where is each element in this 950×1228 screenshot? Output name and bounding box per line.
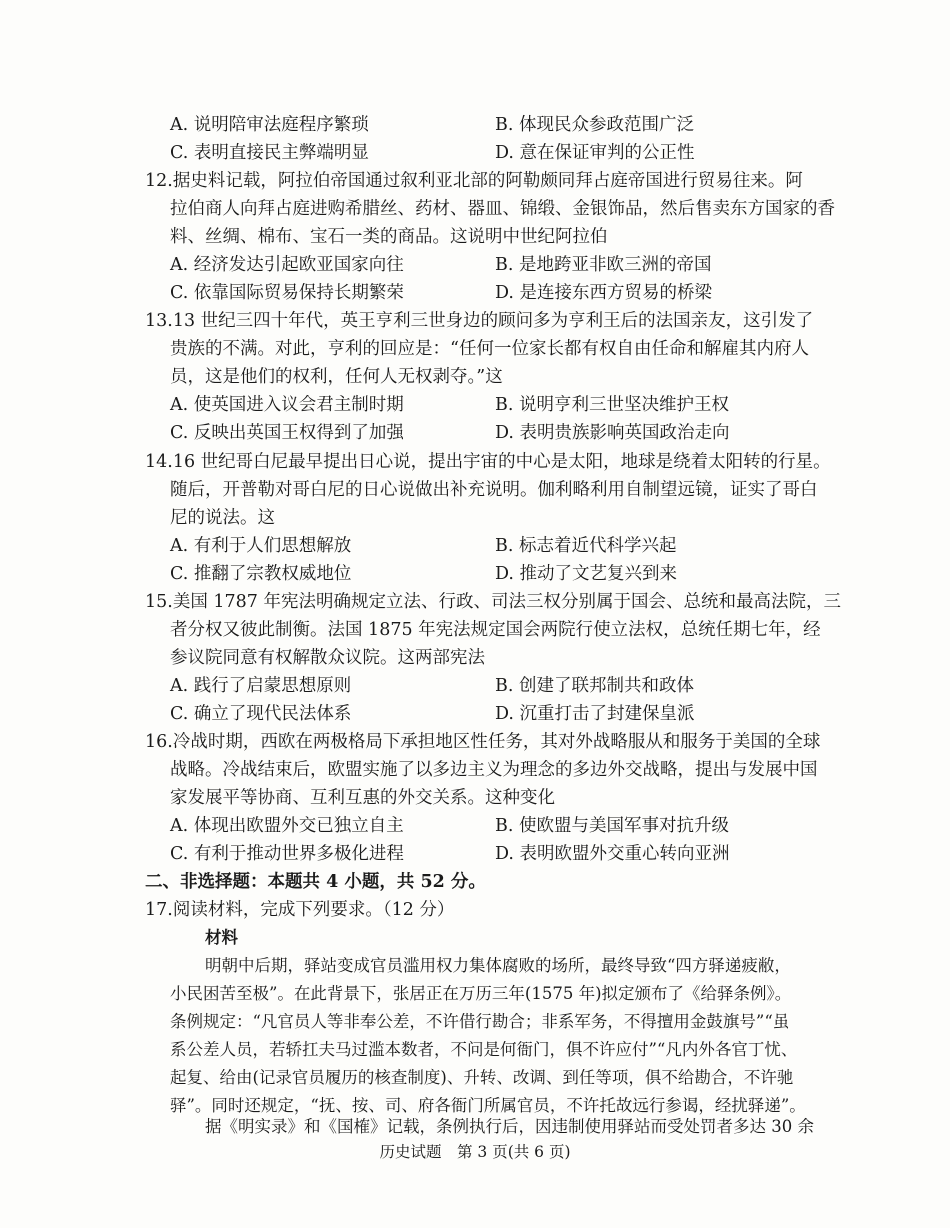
q11-option-b: B. 体现民众参政范围广泛 (495, 115, 694, 135)
q14-option-c: C. 推翻了宗教权威地位 (170, 564, 352, 584)
page-footer: 历史试题 第 3 页(共 6 页) (379, 1143, 571, 1161)
q13-option-a: A. 使英国进入议会君主制时期 (170, 395, 404, 415)
q17-material-line-5: 起复、给由(记录官员履历的核查制度)、升转、改调、到任等项，俱不给勘合，不许驰 (170, 1068, 794, 1087)
q14-option-b: B. 标志着近代科学兴起 (495, 536, 677, 556)
q11-option-c: C. 表明直接民主弊端明显 (170, 143, 369, 163)
section-2-title: 二、非选择题：本题共 4 小题，共 52 分。 (145, 872, 486, 892)
q15-option-a: A. 践行了启蒙思想原则 (170, 676, 352, 696)
q15-stem-line-3: 参议院同意有权解散众议院。这两部宪法 (170, 648, 485, 668)
q14-option-d: D. 推动了文艺复兴到来 (495, 564, 678, 584)
q12-option-d: D. 是连接东西方贸易的桥梁 (495, 283, 713, 303)
q11-option-a: A. 说明陪审法庭程序繁琐 (170, 115, 369, 135)
q15-stem-line-2: 者分权又彼此制衡。法国 1875 年宪法规定国会两院行使立法权，总统任期七年，经 (170, 620, 821, 640)
q12-option-a: A. 经济发达引起欧亚国家向往 (170, 255, 404, 275)
q16-stem-line-3: 家发展平等协商、互利互惠的外交关系。这种变化 (170, 788, 555, 808)
q11-option-d: D. 意在保证审判的公正性 (495, 143, 695, 163)
q12-stem-line-3: 料、丝绸、棉布、宝石一类的商品。这说明中世纪阿拉伯 (170, 227, 608, 247)
q16-stem-line-2: 战略。冷战结束后，欧盟实施了以多边主义为理念的多边外交战略，提出与发展中国 (170, 760, 818, 780)
q15-stem-line-1: 15.美国 1787 年宪法明确规定立法、行政、司法三权分别属于国会、总统和最高法院，三 (145, 592, 841, 612)
q13-stem-line-2: 贵族的不满。对此，亨利的回应是：“任何一位家长都有权自由任命和解雇其内府人 (170, 339, 809, 359)
q14-stem-line-3: 尼的说法。这 (170, 508, 275, 528)
q15-option-d: D. 沉重打击了封建保皇派 (495, 704, 695, 724)
q17-material-line-1: 明朝中后期，驿站变成官员滥用权力集体腐败的场所，最终导致“四方驿递疲敝， (205, 956, 791, 975)
q17-material-label: 材料 (205, 928, 238, 947)
q16-option-d: D. 表明欧盟外交重心转向亚洲 (495, 844, 730, 864)
q12-stem-line-1: 12.据史料记载，阿拉伯帝国通过叙利亚北部的阿勒颇同拜占庭帝国进行贸易往来。阿 (145, 171, 803, 191)
q14-option-a: A. 有利于人们思想解放 (170, 536, 352, 556)
q15-option-b: B. 创建了联邦制共和政体 (495, 676, 694, 696)
q16-stem-line-1: 16.冷战时期，西欧在两极格局下承担地区性任务，其对外战略服从和服务于美国的全球 (145, 732, 821, 752)
q16-option-c: C. 有利于推动世界多极化进程 (170, 844, 404, 864)
q13-option-b: B. 说明亨利三世坚决维护王权 (495, 395, 729, 415)
q13-stem-line-1: 13.13 世纪三四十年代，英王亨利三世身边的顾问多为亨利王后的法国亲友，这引发了 (145, 311, 814, 331)
q14-stem-line-1: 14.16 世纪哥白尼最早提出日心说，提出宇宙的中心是太阳，地球是绕着太阳转的行星。 (145, 452, 831, 472)
q13-option-d: D. 表明贵族影响英国政治走向 (495, 423, 730, 443)
q13-stem-line-3: 员，这是他们的权利，任何人无权剥夺。”这 (170, 367, 503, 387)
q13-option-c: C. 反映出英国王权得到了加强 (170, 423, 404, 443)
q12-stem-line-2: 拉伯商人向拜占庭进购希腊丝、药材、器皿、锦缎、金银饰品，然后售卖东方国家的香 (170, 199, 835, 219)
q17-material-line-4: 系公差人员，若轿扛夫马过滥本数者，不问是何衙门，俱不许应付”“凡内外各官丁忧、 (170, 1040, 798, 1059)
q14-stem-line-2: 随后，开普勒对哥白尼的日心说做出补充说明。伽利略利用自制望远镜，证实了哥白 (170, 480, 818, 500)
q17-material-line-7: 据《明实录》和《国榷》记载，条例执行后，因违制使用驿站而受处罚者多达 30 余 (205, 1117, 814, 1136)
q17-material-line-2: 小民困苦至极”。在此背景下，张居正在万历三年(1575 年)拟定颁布了《给驿条例》。 (170, 984, 792, 1003)
q12-option-b: B. 是地跨亚非欧三洲的帝国 (495, 255, 712, 275)
q16-option-a: A. 体现出欧盟外交已独立自主 (170, 816, 404, 836)
q16-option-b: B. 使欧盟与美国军事对抗升级 (495, 816, 729, 836)
q17-material-line-3: 条例规定：“凡官员人等非奉公差，不许借行勘合；非系军务，不得擅用金鼓旗号”“虽 (170, 1012, 790, 1031)
q15-option-c: C. 确立了现代民法体系 (170, 704, 352, 724)
q17-stem: 17.阅读材料，完成下列要求。（12 分） (145, 900, 455, 920)
q12-option-c: C. 依靠国际贸易保持长期繁荣 (170, 283, 404, 303)
q17-material-line-6: 驿”。同时还规定，“抚、按、司、府各衙门所属官员，不许托故远行参谒，经扰驿递”。 (170, 1096, 806, 1115)
